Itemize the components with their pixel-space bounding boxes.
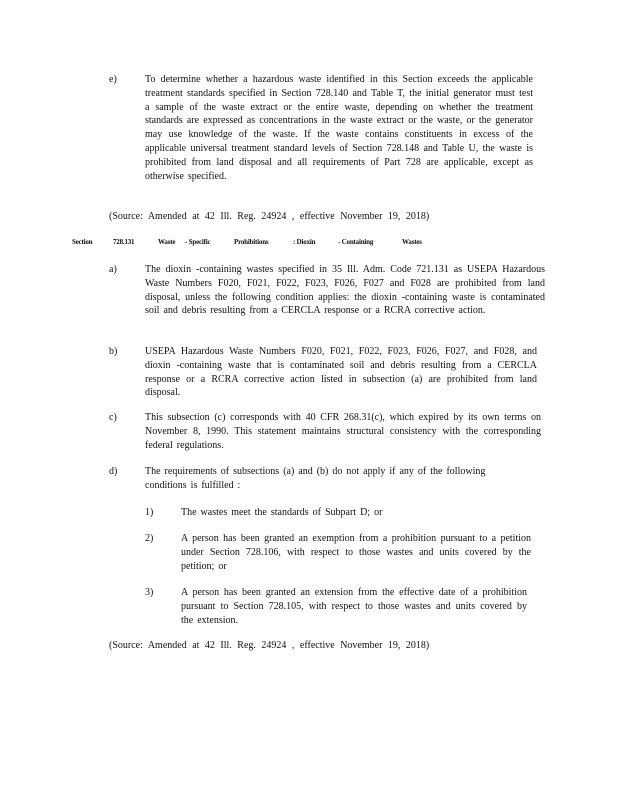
item-d1-label: 1) [145,507,154,518]
item-d2-label: 2) [145,533,154,544]
heading-word-2: - Specific [185,238,211,246]
heading-word-1: Waste [158,238,176,246]
section-word: Section [72,238,93,246]
item-d-label: d) [109,466,118,477]
item-d1-text: The wastes meet the standards of Subpart D; or [181,507,383,518]
heading-word-6: Wastes [402,238,422,246]
item-d2-text: A person has been granted an exemption from a prohibition pursuant to a petition under Section 728.106, with respect to those wastes and units covered by the petition; or [181,533,531,572]
item-b-label: b) [109,346,118,357]
item-d3-text: A person has been granted an extension from the effective date of a prohibition pursuant to Section 728.105, with respect to those wastes and units covered by the extension. [181,587,527,626]
source-note-1: (Source: Amended at 42 Ill. Reg. 24924 , effective November 19, 2018) [109,211,430,222]
heading-word-4: : Dioxin [293,238,316,246]
source-note-2: (Source: Amended at 42 Ill. Reg. 24924 , effective November 19, 2018) [109,640,430,651]
item-d3-label: 3) [145,587,154,598]
item-a-label: a) [109,264,117,275]
item-a-text: The dioxin -containing wastes specified in 35 Ill. Adm. Code 721.131 as USEPA Hazardous Waste Numbers F020, F021, F022, F023, F026, F027 and F028 are prohibited from land disposal, unless the following condition applies: the dioxin -containing waste is contaminated soil and debris resulting from a CERCLA response or a RCRA corrective action. [145,264,545,317]
section-number: 728.131 [113,238,135,246]
section-heading [72,238,572,250]
item-c-label: c) [109,412,117,423]
heading-word-5: - Containing [338,238,374,246]
item-b-text: USEPA Hazardous Waste Numbers F020, F021, F022, F023, F026, F027, and F028, and dioxin -containing waste that is contaminated soil and debris resulting from a CERCLA response or a RCRA corrective action listed in subsection (a) are prohibited from land disposal. [145,346,537,399]
heading-word-3: Prohibitions [234,238,269,246]
item-c-text: This subsection (c) corresponds with 40 CFR 268.31(c), which expired by its own terms on November 8, 1990. This statement maintains structural consistency with the corresponding federal regulations. [145,412,541,451]
item-e-text: To determine whether a hazardous waste identified in this Section exceeds the applicable treatment standards specified in Section 728.140 and Table T, the initial generator must test a sample of the waste extract or the entire waste, depending on whether the treatment standards are expressed as concentrations in the waste extract or the waste, or the generator may use knowledge of the waste. If the waste contains constituents in excess of the applicable universal treatment standard levels of Section 728.148 and Table U, the waste is prohibited from land disposal and all requirements of Part 728 are applicable, except as otherwise specified. [145,74,533,182]
item-d-text: The requirements of subsections (a) and (b) do not apply if any of the following conditions is fulfilled : [145,466,486,491]
item-e-label: e) [109,74,117,85]
